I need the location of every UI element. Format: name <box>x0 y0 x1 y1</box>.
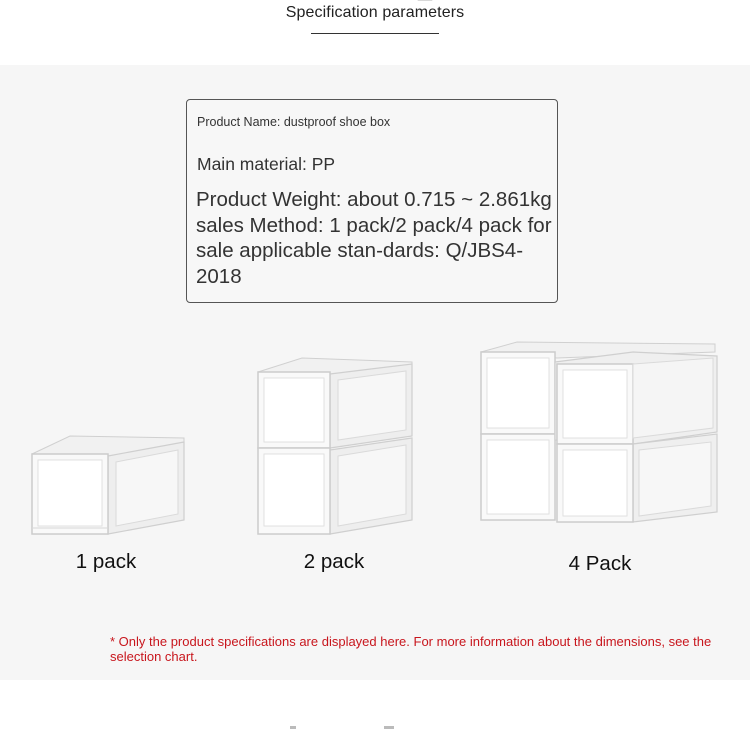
shoe-box-single-image <box>28 432 188 536</box>
product-name-text: Product Name: dustproof shoe box <box>197 115 391 129</box>
pack-label-1: 1 pack <box>75 550 137 573</box>
section-title: Specification parameters <box>285 4 465 21</box>
spec-box <box>186 99 558 303</box>
material-text: Main material: PP <box>197 154 336 174</box>
shoe-box-stack-four-image <box>477 340 723 526</box>
footnote-text: * Only the product specifications are displayed here. For more information about the dimensions, see the selection chart. <box>110 634 712 664</box>
next-section-fragment <box>380 724 420 730</box>
shoe-box-stack-two-image <box>254 356 416 536</box>
title-underline <box>311 33 439 34</box>
header-strip <box>0 0 750 65</box>
spec-details-text: Product Weight: about 0.715 ~ 2.861kg sales Method: 1 pack/2 pack/4 pack for sale applicable stan-dards: Q/JBS4-2018 <box>196 188 552 288</box>
pack-label-2: 2 pack <box>303 550 365 573</box>
next-section-fragment <box>286 724 326 730</box>
pack-label-4: 4 Pack <box>568 552 632 575</box>
